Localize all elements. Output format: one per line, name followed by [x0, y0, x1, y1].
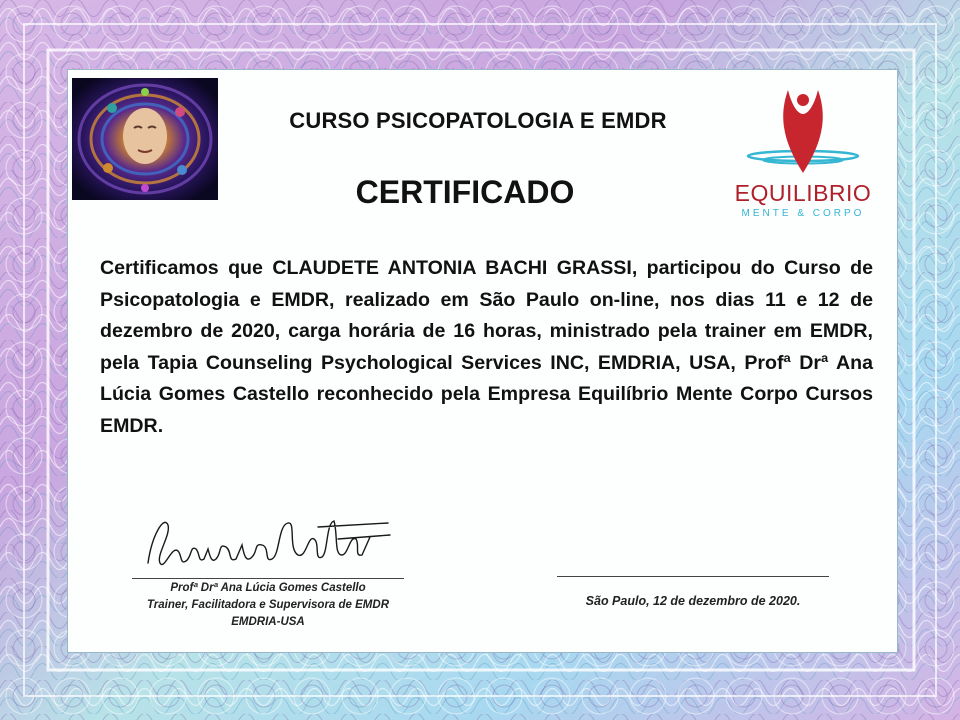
date-line: São Paulo, 12 de dezembro de 2020.: [585, 594, 801, 608]
signatory-name: Profª Drª Ana Lúcia Gomes Castello: [170, 582, 366, 594]
psychedelic-face-image: [72, 78, 218, 200]
certificate-title: CERTIFICADO: [355, 174, 575, 210]
certificate-body-text: Certificamos que CLAUDETE ANTONIA BACHI GRASSI, participou do Curso de Psicopatologia e EMDR, realizado em São Paulo on-line, nos dias 11 e 12 de dezembro de 2020, carga horária de 16 horas, ministrado pela trainer em EMDR, pela Tapia Counseling Psychological Services INC, EMDRIA, USA, Profª Drª Ana Lúcia Gomes Castello reconhecido pela Empresa Equilíbrio Mente Corpo Cursos EMDR.: [100, 257, 873, 437]
course-title: CURSO PSICOPATOLOGIA E EMDR: [289, 108, 667, 133]
logo-wordmark: EQUILIBRIO: [734, 180, 872, 206]
signatory-org: EMDRIA-USA: [231, 616, 305, 628]
signature-line-left: [132, 578, 404, 579]
logo-subtitle: MENTE & CORPO: [741, 208, 865, 219]
signature-line-right: [557, 576, 829, 577]
signatory-role: Trainer, Facilitadora e Supervisora de EMDR: [146, 599, 389, 611]
handwritten-signature: [138, 505, 398, 577]
signatory-block: [118, 580, 418, 631]
